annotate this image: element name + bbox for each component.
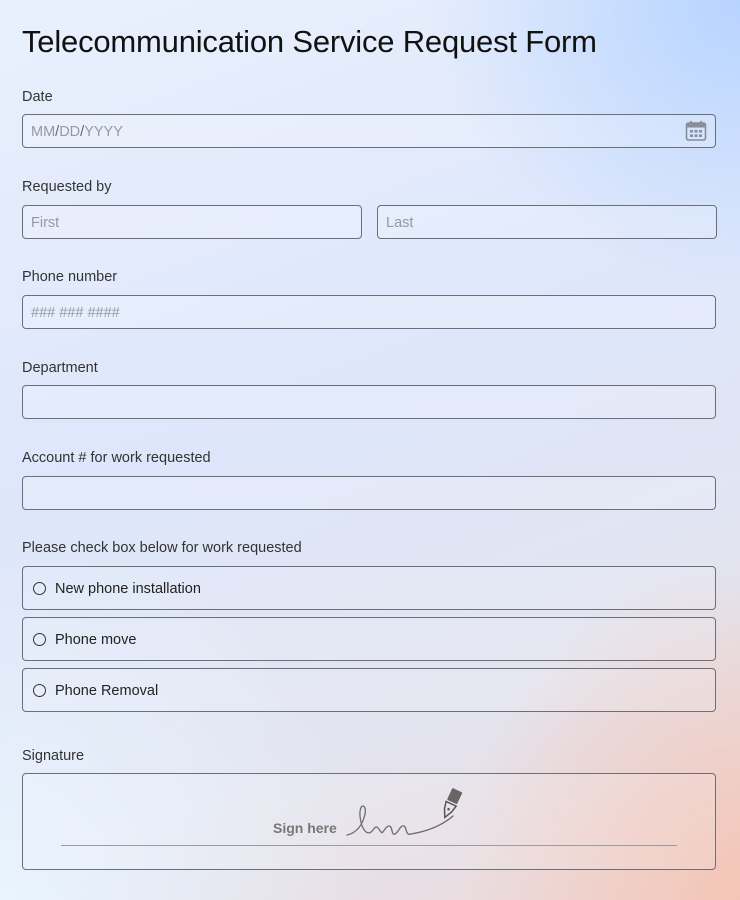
account-label: Account # for work requested xyxy=(22,450,211,466)
first-name-placeholder: First xyxy=(31,215,60,231)
signature-line xyxy=(61,845,677,846)
radio-button[interactable] xyxy=(33,633,46,646)
last-name-placeholder: Last xyxy=(386,215,414,231)
option-new-phone-installation[interactable] xyxy=(22,566,716,610)
option-phone-move[interactable] xyxy=(22,617,716,661)
pen-signature-icon xyxy=(345,786,470,841)
radio-button[interactable] xyxy=(33,684,46,697)
department-input[interactable] xyxy=(22,385,716,419)
date-placeholder-day: DD xyxy=(59,124,81,140)
radio-button[interactable] xyxy=(33,582,46,595)
date-separator: / xyxy=(55,124,60,140)
work-requested-label: Please check box below for work requested xyxy=(22,540,302,556)
department-label: Department xyxy=(22,360,98,376)
option-phone-removal[interactable] xyxy=(22,668,716,712)
phone-input[interactable] xyxy=(22,295,716,329)
date-placeholder xyxy=(31,124,123,140)
date-placeholder-month: MM xyxy=(31,124,56,140)
page-title: Telecommunication Service Request Form xyxy=(22,24,597,59)
date-separator: / xyxy=(80,124,85,140)
date-input[interactable] xyxy=(22,114,716,148)
date-label: Date xyxy=(22,89,53,105)
option-label: New phone installation xyxy=(55,581,201,597)
account-input[interactable] xyxy=(22,476,716,510)
sign-here-prompt: Sign here xyxy=(273,820,337,836)
last-name-input[interactable] xyxy=(377,205,717,239)
date-placeholder-year: YYYY xyxy=(84,124,123,140)
signature-pad[interactable] xyxy=(22,773,716,870)
phone-label: Phone number xyxy=(22,269,118,285)
first-name-input[interactable] xyxy=(22,205,362,239)
phone-placeholder: ### ### #### xyxy=(31,305,120,321)
calendar-icon[interactable] xyxy=(685,120,707,142)
option-label: Phone move xyxy=(55,632,137,648)
signature-label: Signature xyxy=(22,748,85,764)
option-label: Phone Removal xyxy=(55,683,159,699)
requested-by-label: Requested by xyxy=(22,179,112,195)
